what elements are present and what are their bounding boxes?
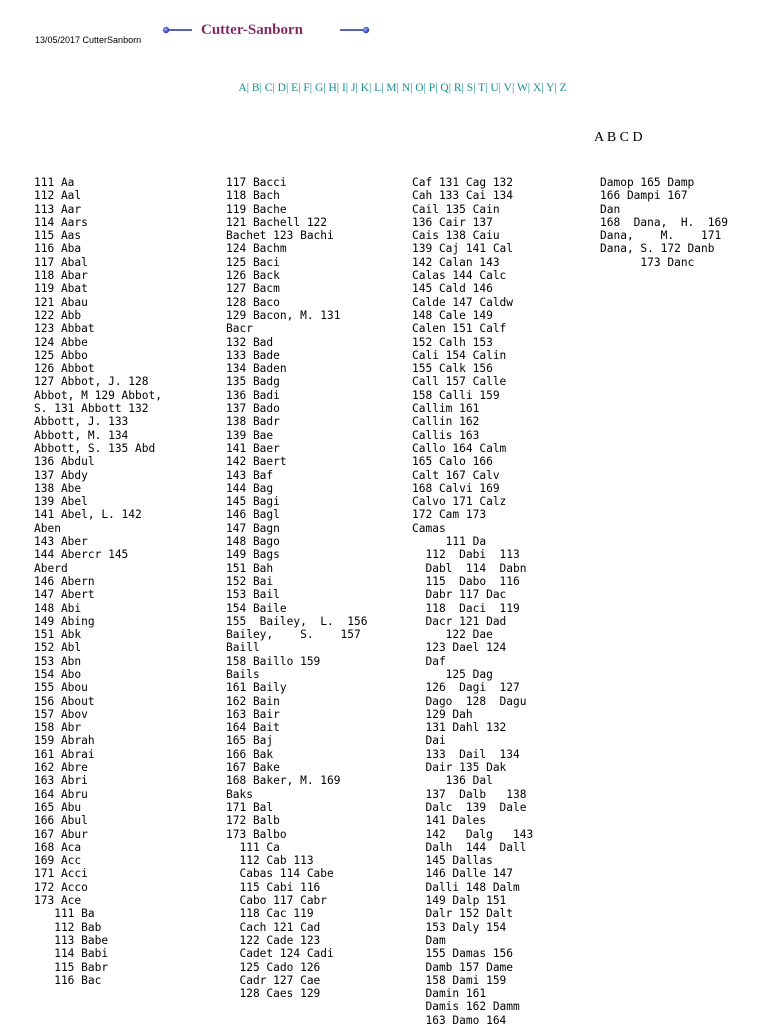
cutter-entry-line: 165 Abu [34,800,82,814]
letter-link-a[interactable]: A [238,82,247,94]
logo-text: Cutter-Sanborn [201,22,303,38]
cutter-entry-line: 123 Abbat [34,322,95,336]
cutter-entry-line: 163 Damo 164 [412,1013,507,1027]
cutter-entry-line: Cadr 127 Cae [226,973,321,987]
cutter-entry-line: 138 Abe [34,481,82,495]
cutter-entry-line: 145 Bagi [226,495,280,509]
nav-separator: | [448,82,454,94]
cutter-entry-line: 111 Aa [34,176,75,189]
cutter-entry-line: 155 Bailey, L. 156 [226,614,368,628]
letter-link-f[interactable]: F [303,82,310,94]
letter-link-h[interactable]: H [328,82,337,94]
letter-link-v[interactable]: V [503,82,512,94]
cutter-entry-line: Callo 164 Calm [412,441,507,455]
cutter-entry-line: 115 Aas [34,229,82,243]
cutter-entry-line: 127 Abbot, J. 128 [34,375,149,389]
cutter-entry-line: 118 Cac 119 [226,907,314,921]
cutter-entry-line: Bachet 123 Bachi [226,229,334,243]
cutter-entry-line: 146 Abern [34,574,95,588]
cutter-table-column-3 [412,176,533,1027]
cutter-entry-line: 133 Dail 134 [412,747,520,761]
cutter-entry-line: 111 Ba [34,907,95,921]
cutter-entry-line: 148 Bago [226,535,280,549]
cutter-entry-line: 149 Dalp 151 [412,894,507,908]
cutter-entry-line: 118 Abar [34,269,88,283]
cutter-entry-line: Cah 133 Cai 134 [412,189,514,203]
cutter-entry-line: 152 Bai [226,574,274,588]
cutter-entry-line: Callis 163 [412,428,480,442]
nav-separator: | [423,82,429,94]
cutter-entry-line: 125 Dag [412,667,493,681]
cutter-entry-line: Aben [34,521,61,535]
cutter-entry-line: Aberd [34,561,68,575]
letter-link-c[interactable]: C [264,82,273,94]
cutter-entry-line: Damb 157 Dame [412,960,514,974]
cutter-entry-line: 122 Abb [34,308,82,322]
cutter-entry-line: 146 Bagl [226,508,280,522]
cutter-entry-line: 154 Baile [226,601,287,615]
nav-separator: | [461,82,467,94]
cutter-entry-line: 118 Bach [226,189,280,203]
cutter-table-column-1 [34,176,162,987]
cutter-entry-line: 155 Damas 156 [412,947,514,961]
cutter-entry-line: Dana, S. 172 Danb [600,242,715,256]
letter-link-j[interactable]: J [350,82,356,94]
cutter-entry-line: Callim 161 [412,402,480,416]
nav-separator: | [473,82,479,94]
cutter-entry-line: 147 Abert [34,588,95,602]
cutter-entry-line: 158 Calli 159 [412,388,500,402]
cutter-entry-line: 148 Cale 149 [412,308,493,322]
cutter-entry-line: 141 Abel, L. 142 [34,508,142,522]
right-arrow-icon [340,27,369,33]
cutter-entry-line: 166 Bak [226,747,274,761]
nav-separator: | [498,82,504,94]
cutter-entry-line: 113 Aar [34,202,82,216]
cutter-entry-line: 168 Calvi 169 [412,481,500,495]
cutter-entry-line: Call 157 Calle [412,375,507,389]
cutter-entry-line: Calas 144 Calc [412,269,507,283]
cutter-entry-line: 114 Aars [34,215,88,229]
cutter-entry-line: 129 Bacon, M. 131 [226,308,341,322]
letter-link-q[interactable]: Q [440,82,449,94]
cutter-entry-line: 152 Calh 153 [412,335,493,349]
cutter-entry-line: 155 Abou [34,681,88,695]
cutter-entry-line: Damop 165 Damp [600,176,695,189]
cutter-entry-line: 129 Dah [412,707,473,721]
nav-separator: | [368,82,375,94]
cutter-entry-line: 148 Abi [34,601,82,615]
cutter-entry-line: Dago 128 Dagu [412,694,527,708]
cutter-entry-line: 166 Dampi 167 [600,189,688,203]
cutter-entry-line: 117 Bacci [226,176,287,189]
cutter-entry-line: 142 Dalg 143 [412,827,534,841]
cutter-entry-line: 113 Babe [34,933,109,947]
cutter-entry-line: 158 Dami 159 [412,973,507,987]
cutter-entry-line: 165 Calo 166 [412,455,493,469]
cutter-entry-line: 173 Ace [34,894,82,908]
cutter-entry-line: 139 Caj 141 Cal [412,242,514,256]
cutter-entry-line: 144 Bag [226,481,274,495]
cutter-entry-line: 142 Calan 143 [412,255,500,269]
cutter-entry-line: 141 Baer [226,441,280,455]
letter-link-e[interactable]: E [291,82,299,94]
alphabet-navigation [0,82,768,94]
cutter-entry-line: 139 Abel [34,495,88,509]
cutter-entry-line: 136 Badi [226,388,280,402]
cutter-entry-line: 133 Bade [226,348,280,362]
cutter-entry-line: 112 Aal [34,189,82,203]
cutter-entry-line: 136 Cair 137 [412,215,493,229]
cutter-entry-line: Callin 162 [412,415,480,429]
letter-link-n[interactable]: N [401,82,411,94]
cutter-sanborn-logo [160,18,372,42]
cutter-entry-line: 138 Badr [226,415,280,429]
letter-link-y[interactable]: Y [546,82,555,94]
cutter-entry-line: 168 Aca [34,840,82,854]
cutter-entry-line: Abbott, M. 134 [34,428,129,442]
cutter-entry-line: 126 Back [226,269,280,283]
cutter-entry-line: Dam [412,933,446,947]
letter-link-z[interactable]: Z [559,82,567,94]
letter-link-r[interactable]: R [453,82,462,94]
letter-link-x[interactable]: X [532,82,542,94]
cutter-entry-line: Abbot, M 129 Abbot, [34,388,162,402]
letter-link-t[interactable]: T [478,82,486,94]
cutter-entry-line: Dan [600,202,621,216]
cutter-entry-line: Dalc 139 Dale [412,800,527,814]
cutter-entry-line: 147 Bagn [226,521,280,535]
cutter-table-column-2 [226,176,367,1000]
cutter-entry-line: 154 Abo [34,667,82,681]
cutter-entry-line: 169 Acc [34,854,82,868]
cutter-entry-line: 131 Dahl 132 [412,721,507,735]
cutter-entry-line: 135 Badg [226,375,280,389]
nav-separator: | [272,82,278,94]
cutter-entry-line: 111 Da [412,535,487,549]
cutter-entry-line: 163 Abri [34,774,88,788]
cutter-entry-line: Bailey, S. 157 [226,628,361,642]
cutter-entry-line: 112 Dabi 113 [412,548,520,562]
cutter-entry-line: Calt 167 Calv [412,468,500,482]
cutter-entry-line: 125 Cado 126 [226,960,321,974]
cutter-entry-line: Dana, M. 171 [600,229,722,243]
cutter-entry-line: 172 Acco [34,880,88,894]
cutter-entry-line: 144 Abercr 145 [34,548,129,562]
cutter-entry-line: 142 Baert [226,455,287,469]
cutter-entry-line: 163 Bair [226,707,280,721]
letter-link-k[interactable]: K [360,82,369,94]
cutter-entry-line: 119 Bache [226,202,287,216]
cutter-entry-line: Dacr 121 Dad [412,614,507,628]
letter-link-d[interactable]: D [277,82,286,94]
cutter-entry-line: 146 Dalle 147 [412,867,514,881]
cutter-entry-line: 118 Daci 119 [412,601,520,615]
cutter-entry-line: 121 Abau [34,295,88,309]
cutter-entry-line: 134 Baden [226,362,287,376]
cutter-entry-line: 152 Abl [34,641,82,655]
cutter-entry-line: 168 Baker, M. 169 [226,774,341,788]
cutter-entry-line: 122 Cade 123 [226,933,321,947]
cutter-entry-line: 158 Baillo 159 [226,654,321,668]
letter-link-s[interactable]: S [466,82,474,94]
cutter-entry-line: 158 Abr [34,721,82,735]
nav-separator: | [336,82,342,94]
cutter-entry-line: 153 Daly 154 [412,920,507,934]
cutter-entry-line: 162 Bain [226,694,280,708]
cutter-entry-line: 112 Cab 113 [226,854,314,868]
cutter-entry-line: Calen 151 Calf [412,322,507,336]
cutter-entry-line: 143 Aber [34,535,88,549]
cutter-entry-line: 117 Abal [34,255,88,269]
section-heading: A B C D [594,130,643,145]
nav-separator: | [345,82,351,94]
cutter-entry-line: S. 131 Abbott 132 [34,402,149,416]
cutter-entry-line: Cais 138 Caiu [412,229,500,243]
cutter-entry-line: 137 Dalb 138 [412,787,527,801]
cutter-entry-line: 125 Abbo [34,348,88,362]
cutter-entry-line: 124 Abbe [34,335,88,349]
nav-separator: | [554,82,560,94]
cutter-entry-line: Cach 121 Cad [226,920,321,934]
nav-separator: | [259,82,265,94]
cutter-entry-line: Dabl 114 Dabn [412,561,527,575]
cutter-entry-line: 127 Bacm [226,282,280,296]
cutter-entry-line: Abbott, J. 133 [34,415,129,429]
letter-link-m[interactable]: M [386,82,397,94]
nav-separator: | [323,82,329,94]
cutter-entry-line: 145 Cald 146 [412,282,493,296]
cutter-entry-line: 122 Dae [412,628,493,642]
cutter-entry-line: 155 Calk 156 [412,362,493,376]
cutter-entry-line: Cabo 117 Cabr [226,894,328,908]
cutter-entry-line: 116 Bac [34,973,102,987]
cutter-entry-line: Daf [412,654,446,668]
cutter-entry-line: 166 Abul [34,814,88,828]
cutter-entry-line: Cadet 124 Cadi [226,947,334,961]
nav-separator: | [355,82,361,94]
cutter-entry-line: Calvo 171 Calz [412,495,507,509]
cutter-entry-line: 165 Baj [226,734,274,748]
nav-separator: | [511,82,517,94]
letter-link-u[interactable]: U [490,82,499,94]
cutter-entry-line: Camas [412,521,446,535]
cutter-entry-line: 139 Bae [226,428,274,442]
nav-separator: | [381,82,387,94]
cutter-entry-line: 126 Abbot [34,362,95,376]
cutter-entry-line: 123 Dael 124 [412,641,507,655]
letter-link-o[interactable]: O [415,82,424,94]
letter-link-g[interactable]: G [314,82,324,94]
cutter-entry-line: 153 Abn [34,654,82,668]
cutter-entry-line: 153 Bail [226,588,280,602]
cutter-entry-line: Caf 131 Cag 132 [412,176,514,189]
cutter-entry-line: 112 Bab [34,920,102,934]
cutter-entry-line: 125 Baci [226,255,280,269]
cutter-entry-line: 115 Dabo 116 [412,574,520,588]
cutter-entry-line: 136 Abdul [34,455,95,469]
cutter-entry-line: Dair 135 Dak [412,761,507,775]
cutter-entry-line: 128 Baco [226,295,280,309]
cutter-entry-line: 151 Abk [34,628,82,642]
cutter-entry-line: 114 Babi [34,947,109,961]
letter-link-w[interactable]: W [516,82,528,94]
cutter-entry-line: 162 Abre [34,761,88,775]
cutter-entry-line: 126 Dagi 127 [412,681,520,695]
cutter-entry-line: 111 Ca [226,840,280,854]
cutter-entry-line: Damis 162 Damm [412,1000,520,1014]
letter-link-b[interactable]: B [251,82,260,94]
cutter-entry-line: Dabr 117 Dac [412,588,507,602]
cutter-entry-line: 164 Abru [34,787,88,801]
cutter-entry-line: 149 Abing [34,614,95,628]
cutter-entry-line: 151 Bah [226,561,274,575]
nav-separator: | [485,82,491,94]
nav-separator: | [435,82,441,94]
cutter-entry-line: 168 Dana, H. 169 [600,215,728,229]
cutter-entry-line: 143 Baf [226,468,274,482]
cutter-entry-line: 156 About [34,694,95,708]
letter-link-p[interactable]: P [428,82,436,94]
nav-separator: | [298,82,304,94]
cutter-entry-line: 132 Bad [226,335,274,349]
cutter-entry-line: 116 Aba [34,242,82,256]
cutter-entry-line: Cail 135 Cain [412,202,500,216]
cutter-entry-line: 145 Dallas [412,854,493,868]
cutter-entry-line: 161 Abrai [34,747,95,761]
cutter-entry-line: Calde 147 Caldw [412,295,514,309]
cutter-entry-line: 172 Balb [226,814,280,828]
cutter-entry-line: 172 Cam 173 [412,508,487,522]
cutter-entry-line: 167 Abur [34,827,88,841]
nav-separator: | [246,82,252,94]
cutter-entry-line: 128 Caes 129 [226,987,321,1001]
cutter-entry-line: 161 Baily [226,681,287,695]
nav-separator: | [285,82,292,94]
cutter-entry-line: Bails [226,667,260,681]
cutter-entry-line: 157 Abov [34,707,88,721]
cutter-entry-line: 171 Acci [34,867,88,881]
nav-separator: | [410,82,416,94]
cutter-entry-line: 137 Abdy [34,468,88,482]
cutter-entry-line: 149 Bags [226,548,280,562]
cutter-entry-line: 119 Abat [34,282,88,296]
cutter-entry-line: Baks [226,787,253,801]
cutter-entry-line: Dai [412,734,446,748]
cutter-entry-line: Damin 161 [412,987,487,1001]
nav-separator: | [541,82,547,94]
cutter-entry-line: Cali 154 Calin [412,348,507,362]
cutter-entry-line: Dalr 152 Dalt [412,907,514,921]
cutter-entry-line: 137 Bado [226,402,280,416]
cutter-entry-line: 173 Balbo [226,827,287,841]
letter-link-i[interactable]: I [341,82,346,94]
nav-separator: | [396,82,402,94]
cutter-entry-line: 115 Babr [34,960,109,974]
cutter-entry-line: 136 Dal [412,774,493,788]
nav-separator: | [527,82,533,94]
cutter-entry-line: 121 Bachell 122 [226,215,328,229]
cutter-entry-line: Bacr [226,322,253,336]
cutter-entry-line: Dalh 144 Dall [412,840,527,854]
print-date-header: 13/05/2017 CutterSanborn [35,35,142,45]
cutter-entry-line: 141 Dales [412,814,487,828]
cutter-table-column-4 [600,176,728,269]
cutter-entry-line: 115 Cabi 116 [226,880,321,894]
left-arrow-icon [163,27,192,33]
cutter-entry-line: 124 Bachm [226,242,287,256]
cutter-entry-line: Dalli 148 Dalm [412,880,520,894]
letter-link-l[interactable]: L [374,82,382,94]
cutter-entry-line: 167 Bake [226,761,280,775]
cutter-entry-line: 171 Bal [226,800,274,814]
cutter-entry-line: 164 Bait [226,721,280,735]
cutter-entry-line: Baill [226,641,260,655]
cutter-entry-line: Cabas 114 Cabe [226,867,334,881]
cutter-entry-line: 173 Danc [600,255,695,269]
cutter-entry-line: 159 Abrah [34,734,95,748]
cutter-entry-line: Abbott, S. 135 Abd [34,441,156,455]
nav-separator: | [309,82,315,94]
